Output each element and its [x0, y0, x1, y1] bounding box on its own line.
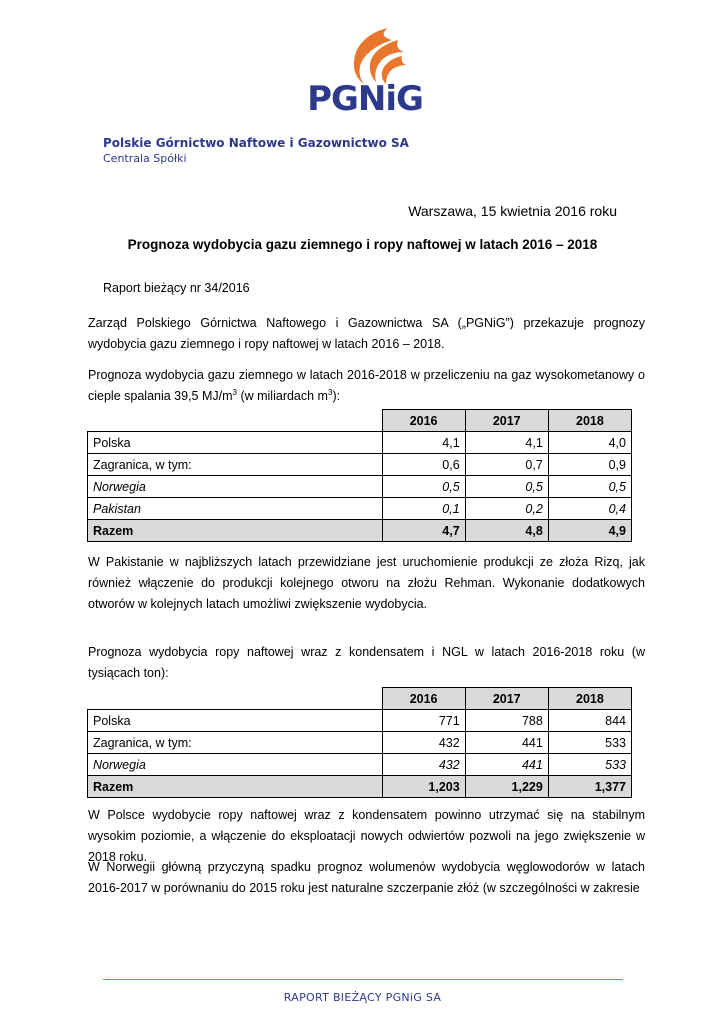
cell-2016: 432 — [382, 754, 465, 776]
gas-intro-text-a: Prognoza wydobycia gazu ziemnego w latach 2016-2018 w przeliczeniu na gaz wysokometanowy o cieple spalania 39,5 MJ/m — [88, 368, 645, 403]
row-label: Norwegia — [88, 476, 383, 498]
cell-2016: 0,1 — [382, 498, 465, 520]
table-row — [88, 710, 632, 732]
cell-2016: 0,5 — [382, 476, 465, 498]
cell-2018: 0,5 — [548, 476, 631, 498]
gas-forecast-table — [87, 409, 632, 542]
row-label: Razem — [88, 776, 383, 798]
table-row — [88, 754, 632, 776]
header-empty-cell — [88, 688, 383, 710]
row-label: Polska — [88, 710, 383, 732]
cell-2017: 0,7 — [465, 454, 548, 476]
gas-intro-text-b: (w miliardach m — [236, 389, 328, 403]
row-label: Norwegia — [88, 754, 383, 776]
header-empty-cell — [88, 410, 383, 432]
flame-icon — [354, 28, 406, 84]
table-total-row — [88, 520, 632, 542]
table-row — [88, 454, 632, 476]
cell-2018: 0,4 — [548, 498, 631, 520]
cell-2018: 4,9 — [548, 520, 631, 542]
poland-oil-paragraph: W Polsce wydobycie ropy naftowej wraz z kondensatem powinno utrzymać się na stabilnym wysokim poziomie, a włączenie do eksploatacji nowych odwiertów pozwoli na jego zwiększenie w 2018 roku. — [88, 808, 645, 864]
row-label: Razem — [88, 520, 383, 542]
header-2016: 2016 — [382, 410, 465, 432]
cell-2017: 1,229 — [465, 776, 548, 798]
table-header-row — [88, 410, 632, 432]
cell-2018: 1,377 — [548, 776, 631, 798]
cell-2017: 0,5 — [465, 476, 548, 498]
cell-2018: 533 — [548, 732, 631, 754]
table-row — [88, 498, 632, 520]
footer-text: RAPORT BIEŻĄCY PGNiG SA — [283, 991, 442, 1004]
company-block — [103, 136, 409, 166]
footer-divider — [103, 979, 623, 980]
cell-2018: 4,0 — [548, 432, 631, 454]
oil-forecast-intro: Prognoza wydobycia ropy naftowej wraz z kondensatem i NGL w latach 2016-2018 roku (w tysiącach ton): — [88, 645, 645, 680]
table-row — [88, 476, 632, 498]
row-label: Pakistan — [88, 498, 383, 520]
cell-2017: 441 — [465, 732, 548, 754]
cell-2016: 771 — [382, 710, 465, 732]
gas-intro-text-c: ): — [332, 389, 341, 403]
table-row — [88, 432, 632, 454]
cell-2018: 533 — [548, 754, 631, 776]
table-row — [88, 732, 632, 754]
table-total-row — [88, 776, 632, 798]
header-2017: 2017 — [465, 410, 548, 432]
company-name: Polskie Górnictwo Naftowe i Gazownictwo SA — [103, 136, 409, 150]
gas-forecast-intro — [88, 365, 645, 407]
report-number: Raport bieżący nr 34/2016 — [103, 281, 250, 295]
header-2018: 2018 — [548, 688, 631, 710]
cell-2018: 0,9 — [548, 454, 631, 476]
cell-2016: 0,6 — [382, 454, 465, 476]
cell-2017: 441 — [465, 754, 548, 776]
header-2017: 2017 — [465, 688, 548, 710]
document-title: Prognoza wydobycia gazu ziemnego i ropy naftowej w latach 2016 – 2018 — [127, 237, 598, 252]
cell-2017: 4,1 — [465, 432, 548, 454]
oil-forecast-table — [87, 687, 632, 798]
header-2016: 2016 — [382, 688, 465, 710]
table-header-row — [88, 688, 632, 710]
document-date: Warszawa, 15 kwietnia 2016 roku — [408, 203, 617, 219]
row-label: Polska — [88, 432, 383, 454]
cell-2018: 844 — [548, 710, 631, 732]
pakistan-paragraph: W Pakistanie w najbliższych latach przewidziane jest uruchomienie produkcji ze złoża Rizq, jak również włączenie do produkcji kolejnego otworu na złożu Rehman. Wykonanie dodatkowych otworów w kolejnych latach umożliwi zwiększenie wydobycia. — [88, 555, 645, 611]
pgnig-logo — [300, 22, 430, 114]
intro-paragraph: Zarząd Polskiego Górnictwa Naftowego i Gazownictwa SA („PGNiG”) przekazuje prognozy wydobycia gazu ziemnego i ropy naftowej w latach 2016 – 2018. — [88, 316, 645, 351]
cell-2016: 4,1 — [382, 432, 465, 454]
header-2018: 2018 — [548, 410, 631, 432]
cell-2017: 788 — [465, 710, 548, 732]
cell-2017: 4,8 — [465, 520, 548, 542]
cell-2016: 432 — [382, 732, 465, 754]
logo-text: PGNiG — [307, 79, 423, 114]
row-label: Zagranica, w tym: — [88, 454, 383, 476]
gas-intro-sup-2: 3 — [327, 387, 333, 397]
cell-2017: 0,2 — [465, 498, 548, 520]
norway-paragraph: W Norwegii główną przyczyną spadku prognoz wolumenów wydobycia węglowodorów w latach 2016-2017 w porównaniu do 2015 roku jest naturalne szczerpanie złóż (w szczególności w zakresie — [88, 860, 645, 895]
row-label: Zagranica, w tym: — [88, 732, 383, 754]
gas-intro-sup-1: 3 — [232, 387, 237, 397]
company-subtitle: Centrala Spółki — [103, 152, 187, 165]
cell-2016: 4,7 — [382, 520, 465, 542]
cell-2016: 1,203 — [382, 776, 465, 798]
